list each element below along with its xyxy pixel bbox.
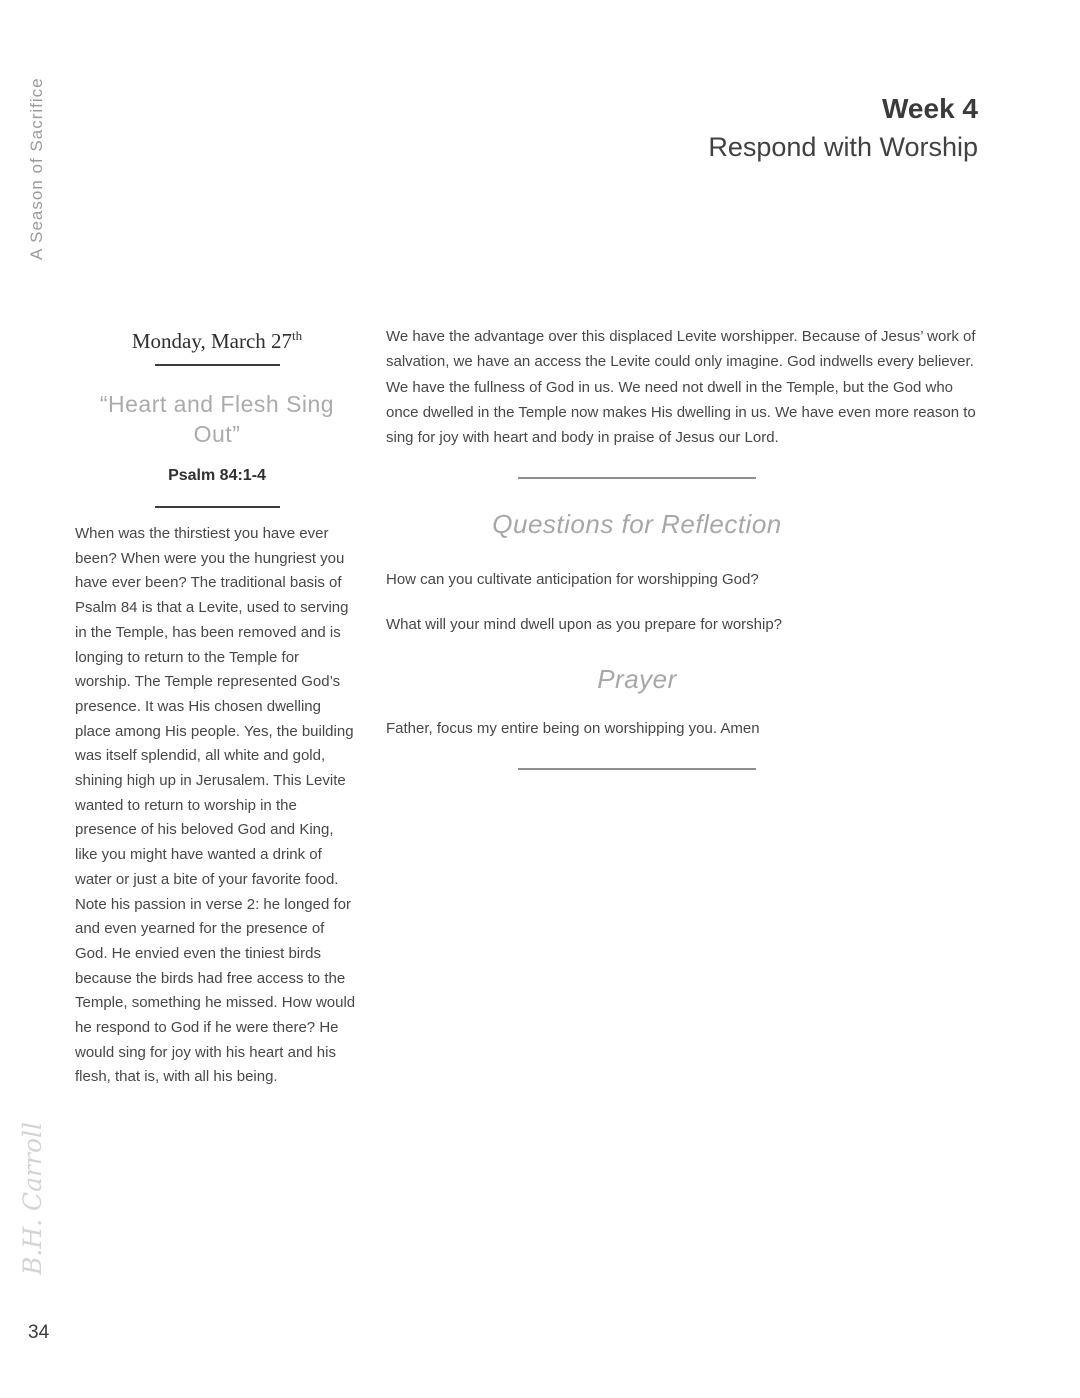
bottom-divider-block <box>386 768 888 770</box>
reflection-center-block <box>386 477 888 541</box>
divider-dark-top <box>155 364 280 366</box>
week-number: Week 4 <box>882 93 978 124</box>
prayer-heading: Prayer <box>597 664 677 695</box>
reflection-question-2: What will your mind dwell upon as you prepare for worship? <box>386 616 783 634</box>
devotion-date-text: Monday, March 27 <box>131 329 293 353</box>
devotion-title: “Heart and Flesh Sing Out” <box>99 391 335 447</box>
page-number: 34 <box>28 1322 50 1343</box>
scripture-reference: Psalm 84:1-4 <box>168 467 266 484</box>
reflection-question-1: How can you cultivate anticipation for worshipping God? <box>386 571 759 589</box>
devotion-date <box>75 322 359 355</box>
divider-gray-top <box>518 477 756 479</box>
devotion-column <box>75 322 359 1090</box>
prayer-center-block <box>386 662 888 696</box>
week-theme: Respond with Worship <box>708 131 978 162</box>
questions-heading: Questions for Reflection <box>492 509 782 540</box>
prayer-text: Father, focus my entire being on worshipping you. Amen <box>386 720 760 738</box>
devotion-body: When was the thirstiest you have ever been? When were you the hungriest you have ever been? The traditional basis of Psalm 84 is that a Levite, used to serving in the Temple, has been removed and is longing to return to the Temple for worship. The Temple represented God’s presence. It was His chosen dwelling place among His people. Yes, the building was itself splendid, all white and gold, shining high up in Jerusalem. This Levite wanted to return to worship in the presence of his beloved God and King, like you might have wanted a drink of water or just a bite of your favorite food. Note his passion in verse 2: he longed for and even yearned for the presence of God. He envied even the tiniest birds because the birds had free access to the Temple, something he missed. How would he respond to God if he were there? He would sing for joy with his heart and his flesh, that is, with all his being. <box>75 525 356 1086</box>
divider-gray-bottom <box>518 768 756 770</box>
author-signature-vertical: B.H. Carroll <box>18 1122 47 1275</box>
week-header <box>708 94 978 162</box>
divider-dark-bottom <box>155 506 280 508</box>
devotion-date-ordinal: th <box>292 328 303 343</box>
reflection-column <box>386 324 986 770</box>
application-paragraph: We have the advantage over this displaced Levite worshipper. Because of Jesus’ work of salvation, we have an access the Levite could only imagine. God indwells every believer. We have the fullness of God in us. We need not dwell in the Temple, but the God who once dwelled in the Temple now makes His dwelling in us. We have even more reason to sing for joy with heart and body in praise of Jesus our Lord. <box>386 328 976 447</box>
series-title-vertical: A Season of Sacrifice <box>27 77 46 260</box>
